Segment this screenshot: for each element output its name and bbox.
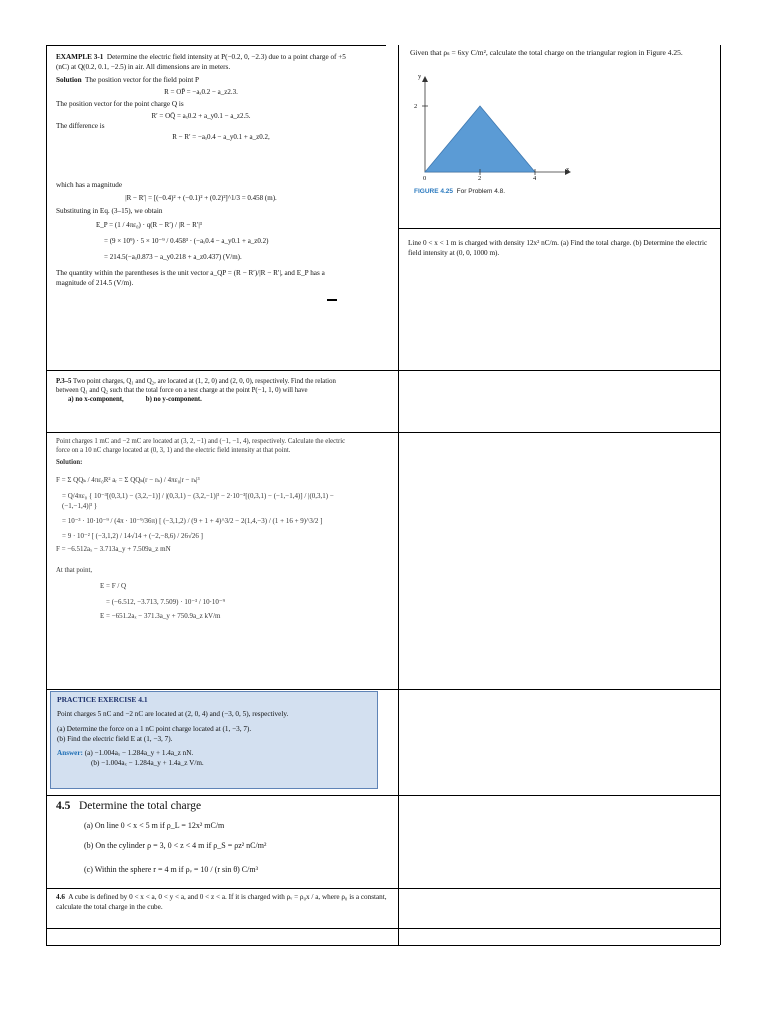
figure-x-axis-label: x — [566, 166, 570, 173]
point-charges-solution-label: Solution: — [56, 459, 83, 466]
problem-4-6-text: A cube is defined by 0 < x < a, 0 < y < a, and 0 < z < a. If it is charged with ρᵥ = ρ₀x / a, where ρ₀ is a constant, calculate the total charge in the cube. — [56, 893, 387, 911]
practice-exercise-text: Point charges 5 nC and −2 nC are located at (2, 0, 4) and (−3, 0, 5), respectively. — [57, 710, 289, 718]
figure-caption-text: For Problem 4.8. — [456, 188, 506, 195]
equation-r-prime: R′ = OQ̄ = aₓ0.2 + a_y0.1 − a_z2.5. — [151, 112, 251, 120]
figure-x-tick: 2 — [478, 175, 482, 182]
problem-3-5-parts — [56, 395, 356, 404]
table-right-border — [720, 45, 721, 945]
point-charges-eq-7: = (−6.512, −3.713, 7.509) · 10⁻³ / 10·10⁻⁹ — [106, 598, 226, 606]
problem-3-5-part-a: a) no x-component, — [68, 396, 124, 403]
table-middle-border — [398, 45, 399, 945]
figure-x-tick: 0 — [423, 175, 427, 182]
row-divider — [46, 432, 720, 433]
row-divider — [46, 370, 720, 371]
magnitude-text: which has a magnitude — [56, 181, 123, 189]
point-charges-eq-6: E = F / Q — [100, 582, 127, 590]
practice-exercise-box — [50, 691, 378, 789]
solution-text: The position vector for the field point P — [85, 76, 200, 84]
point-charges-eq-3: = 10⁻³ · 10·10⁻⁹ / (4π · 10⁻⁹/36π) [ (−3,1,2) / (9 + 1 + 4)^3/2 − 2(1,4,−3) / (1 + 16 + 9)^3/2 ] — [62, 517, 323, 525]
answer-label: Answer: — [57, 749, 83, 757]
problem-4-8-text: Given that ρₛ = 6xy C/m², calculate the total charge on the triangular region in Figure 4.25. — [410, 48, 683, 57]
row-divider — [46, 928, 720, 929]
solution-label: Solution — [56, 76, 82, 84]
example-3-1-continued — [56, 180, 346, 288]
point-charges-text: Point charges 1 mC and −2 mC are located at (3, 2, −1) and (−1, −1, 4), respectively. Calculate the electric force on a 10 nC charge located at (0, 3, 1) and the electric field intensity at that point. — [56, 438, 346, 454]
point-charges-eq-5: F = −6.512aₓ − 3.713a_y + 7.509a_z mN — [56, 545, 171, 553]
problem-4-5-part-b: (b) On the cylinder ρ = 3, 0 < z < 4 m if ρ_S = ρz² nC/m² — [84, 841, 267, 850]
example-3-1 — [56, 52, 346, 142]
practice-exercise-part-b: (b) Find the electric field E at (1, −3, 7). — [57, 735, 173, 743]
equation-magnitude: |R − R′| = [(−0.4)² + (−0.1)² + (0.2)²]^1/3 = 0.458 (m). — [125, 194, 277, 202]
problem-4-6 — [56, 892, 396, 912]
row-divider — [46, 45, 386, 46]
problem-3-5-statement — [56, 377, 356, 395]
equation-difference: R − R′ = −aₓ0.4 − a_y0.1 + a_z0.2, — [172, 133, 270, 141]
point-charges-eq-4: = 9 · 10⁻² [ (−3,1,2) / 14√14 + (−2,−8,6) / 26√26 ] — [62, 532, 203, 540]
figure-caption — [414, 188, 614, 195]
row-divider — [46, 945, 720, 946]
problem-4-8 — [410, 48, 718, 58]
table-left-border — [46, 45, 47, 945]
example-title: EXAMPLE 3-1 — [56, 53, 104, 61]
example-problem-text: Determine the electric field intensity at P(−0.2, 0, −2.3) due to a point charge of +5 (nC) at Q(0.2, 0.1, −2.5) in air. All dimensions are in meters. — [56, 53, 346, 71]
problem-3-5 — [56, 377, 356, 404]
problem-4-5-number: 4.5 — [56, 800, 71, 812]
figure-y-tick: 2 — [414, 103, 418, 110]
figure-label: FIGURE 4.25 — [414, 188, 454, 195]
row-divider — [46, 795, 720, 796]
point-charges-problem — [56, 437, 346, 621]
cell-divider — [398, 228, 720, 229]
line-charge-problem — [408, 238, 716, 258]
example-conclusion: The quantity within the parentheses is the unit vector a_QP = (R − R′)/|R − R′|, and E_P has a magnitude of 214.5 (V/m). — [56, 269, 325, 287]
at-that-point-text: At that point, — [56, 567, 93, 574]
equation-e-3: = 214.5(−aₓ0.873 − a_y0.218 + a_z0.437) (V/m). — [104, 253, 242, 261]
difference-text: The difference is — [56, 122, 105, 130]
line-charge-text: Line 0 < x < 1 m is charged with density 12x² nC/m. (a) Find the total charge. (b) Determine the electric field intensity at (0, 0, 1000 m). — [408, 239, 708, 257]
equation-e-1: E_P = (1 / 4πε₀) · q(R − R′) / |R − R′|³ — [96, 221, 202, 229]
problem-4-5-title: Determine the total charge — [79, 800, 202, 812]
example-problem — [56, 52, 346, 72]
equation-e-2: = (9 × 10⁹) · 5 × 10⁻⁹ / 0.458³ · (−aₓ0.4 − a_y0.1 + a_z0.2) — [104, 237, 269, 245]
problem-4-5 — [56, 797, 386, 876]
point-charges-eq-2: = Q/4πε₀ { 10⁻³[(0,3,1) − (3,2,−1)] / |(0,3,1) − (3,2,−1)|³ − 2·10⁻³[(0,3,1) − (−1,−1,4)] / |(0,3,1) − (−1,−1,4)|³ } — [62, 492, 334, 510]
triangle-figure — [405, 72, 585, 182]
figure-x-tick: 4 — [533, 175, 537, 182]
end-of-example-mark — [327, 299, 337, 301]
row-divider — [46, 888, 720, 889]
row-divider — [46, 689, 720, 690]
charge-position-text: The position vector for the point charge Q is — [56, 100, 184, 108]
answer-a: (a) −1.004aₓ − 1.284a_y + 1.4a_z nN. — [84, 749, 194, 757]
example-solution — [56, 75, 346, 85]
substitution-text: Substituting in Eq. (3–15), we obtain — [56, 207, 163, 215]
triangular-region — [425, 106, 535, 172]
practice-exercise-part-a: (a) Determine the force on a 1 nC point charge located at (1, −3, 7). — [57, 725, 252, 733]
figure-y-axis-label: y — [418, 73, 422, 80]
point-charges-eq-8: E = −651.2aₓ − 371.3a_y + 750.9a_z kV/m — [100, 612, 221, 620]
problem-4-5-part-c: (c) Within the sphere r = 4 m if ρᵥ = 10 / (r sin θ) C/m³ — [84, 865, 258, 874]
problem-4-6-number: 4.6 — [56, 893, 65, 901]
equation-r: R = OP̄ = −aₓ0.2 − a_z2.3. — [164, 88, 238, 96]
answer-b: (b) −1.004aₓ − 1.284a_y + 1.4a_z V/m. — [91, 759, 204, 767]
problem-3-5-title: P.3–5 — [56, 378, 72, 385]
problem-3-5-part-b: b) no y-component. — [145, 396, 202, 403]
problem-4-5-heading — [56, 797, 386, 816]
practice-answer — [51, 748, 377, 758]
problem-3-5-text: Two point charges, Q₁ and Q₂, are located at (1, 2, 0) and (2, 0, 0), respectively. Find the relation between Q₁ and Q₂ such that the total force on a test charge at the point P(−1, 1, 0) will have — [56, 378, 336, 394]
practice-exercise-title: PRACTICE EXERCISE 4.1 — [57, 695, 148, 704]
point-charges-eq-1: F = Σ QQₖ / 4πε₀R² aᵣ = Σ QQₖ(r − rₖ) / 4πε₀|r − rₖ|³ — [56, 476, 200, 484]
problem-4-5-part-a: (a) On line 0 < x < 5 m if ρ_L = 12x² mC/m — [84, 821, 225, 830]
